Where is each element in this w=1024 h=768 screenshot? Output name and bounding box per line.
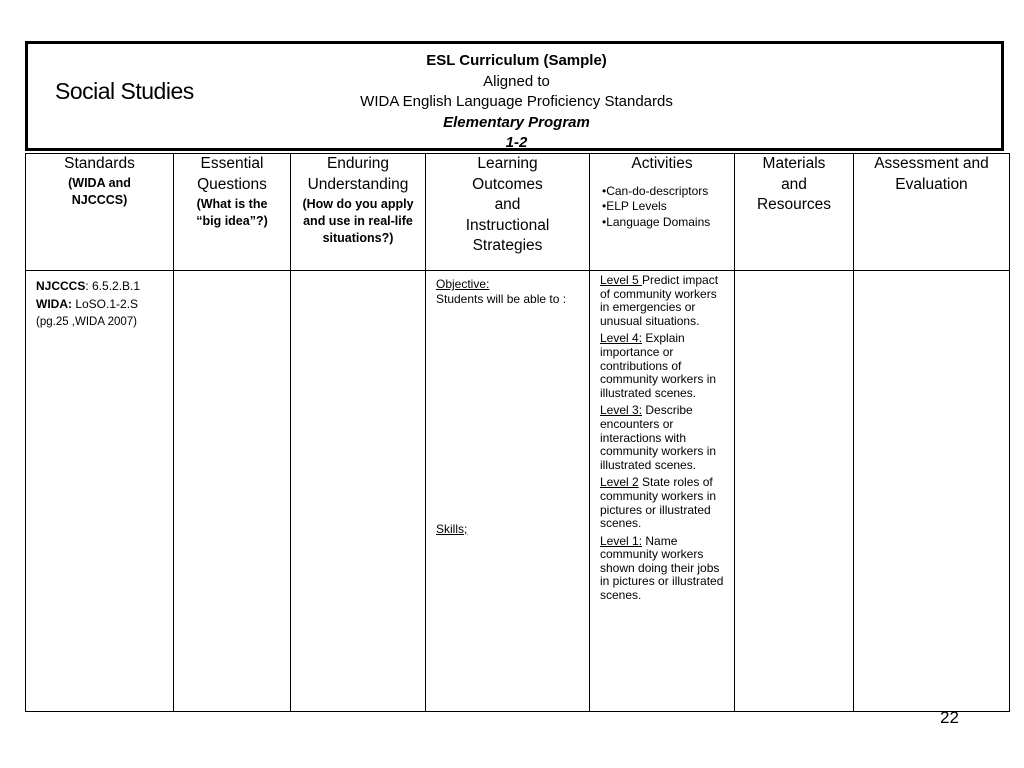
wida-value: LoSO.1-2.S — [72, 297, 139, 311]
cell-materials-resources — [735, 271, 854, 712]
header-essential-questions — [174, 154, 291, 271]
header-enduring-label-1: Enduring — [326, 155, 390, 172]
bullet-can-do-descriptors: •Can-do-descriptors — [602, 183, 709, 198]
header-assessment-label-1: Assessment and — [874, 155, 989, 172]
cell-essential-questions — [174, 271, 291, 712]
header-learning-label-5: Strategies — [472, 237, 543, 254]
page-number: 22 — [940, 708, 959, 727]
curriculum-table — [25, 153, 1010, 712]
title-line-5: 1-2 — [505, 134, 528, 151]
header-materials-resources — [735, 154, 854, 271]
header-enduring-label-2: Understanding — [307, 175, 409, 193]
wida-line — [36, 295, 173, 313]
header-enduring-understanding — [291, 154, 426, 271]
skills-label: Skills; — [436, 522, 468, 536]
activities-bullets — [590, 184, 734, 231]
njcccs-line — [36, 277, 173, 295]
cell-standards — [26, 271, 174, 712]
header-materials-label-3: Resources — [756, 196, 832, 213]
level-5-label: Level 5 — [600, 273, 643, 287]
cell-assessment-evaluation — [854, 271, 1010, 712]
header-essential-label-1: Essential — [200, 155, 264, 172]
cell-learning-outcomes — [426, 271, 590, 712]
level-4-label: Level 4: — [600, 331, 643, 346]
njcccs-value: : 6.5.2.B.1 — [85, 279, 141, 293]
level-4-text: Explain importance or contributions of community workers in illustrated scenes. — [600, 331, 717, 400]
level-2-label: Level 2 — [600, 475, 639, 490]
level-2-text: State roles of community workers in pictures or illustrated scenes. — [600, 475, 717, 531]
level-1-label: Level 1: — [600, 533, 643, 548]
header-essential-sub: (What is the “big idea”?) — [196, 197, 268, 228]
curriculum-title — [28, 51, 1001, 154]
header-activities-label: Activities — [631, 155, 693, 172]
header-learning-outcomes — [426, 154, 590, 271]
table-header-row — [26, 154, 1010, 271]
header-assessment-label-2: Evaluation — [895, 175, 968, 193]
cell-enduring-understanding — [291, 271, 426, 712]
cell-activities — [590, 271, 735, 712]
wida-label: WIDA: — [36, 297, 72, 311]
objective-label: Objective: — [436, 277, 490, 291]
bullet-elp-levels: •ELP Levels — [602, 199, 667, 213]
header-learning-label-1: Learning — [477, 155, 538, 172]
header-standards-sub: (WIDA and NJCCCS) — [68, 175, 131, 207]
title-line-4: Elementary Program — [443, 113, 590, 131]
header-assessment-evaluation — [854, 154, 1010, 271]
wida-reference: (pg.25 ,WIDA 2007) — [36, 316, 137, 328]
header-enduring-sub: (How do you apply and use in real-life situations?) — [302, 197, 414, 245]
header-learning-label-3: and — [494, 196, 521, 213]
slide-header — [25, 41, 1004, 151]
level-3-descriptor — [600, 404, 728, 472]
level-3-label: Level 3: — [600, 403, 643, 418]
bullet-language-domains: •Language Domains — [602, 214, 711, 229]
objective-text: Students will be able to : — [436, 292, 567, 306]
header-standards — [26, 154, 174, 271]
header-standards-label: Standards — [64, 155, 135, 172]
level-1-text: Name community workers shown doing their jobs in pictures or illustrated scenes. — [600, 533, 724, 603]
header-materials-label-1: Materials — [762, 155, 826, 172]
level-4-descriptor — [600, 332, 728, 400]
title-line-2: Aligned to — [483, 72, 550, 90]
header-learning-label-2: Outcomes — [472, 175, 543, 193]
header-essential-label-2: Questions — [197, 175, 267, 193]
level-2-descriptor — [600, 476, 728, 530]
level-1-descriptor — [600, 535, 728, 603]
header-materials-label-2: and — [781, 175, 807, 193]
header-activities — [590, 154, 735, 271]
title-line-1: ESL Curriculum (Sample) — [426, 52, 607, 69]
njcccs-label: NJCCCS — [36, 279, 86, 293]
level-5-text: Predict impact of community workers in emergencies or unusual situations. — [600, 273, 719, 328]
title-line-3: WIDA English Language Proficiency Standards — [360, 93, 673, 110]
table-row — [26, 271, 1010, 712]
header-learning-label-4: Instructional — [465, 216, 550, 234]
level-5-descriptor — [600, 274, 728, 328]
level-3-text: Describe encounters or interactions with community workers in illustrated scenes. — [600, 403, 717, 472]
subject-title: Social Studies — [55, 78, 194, 104]
